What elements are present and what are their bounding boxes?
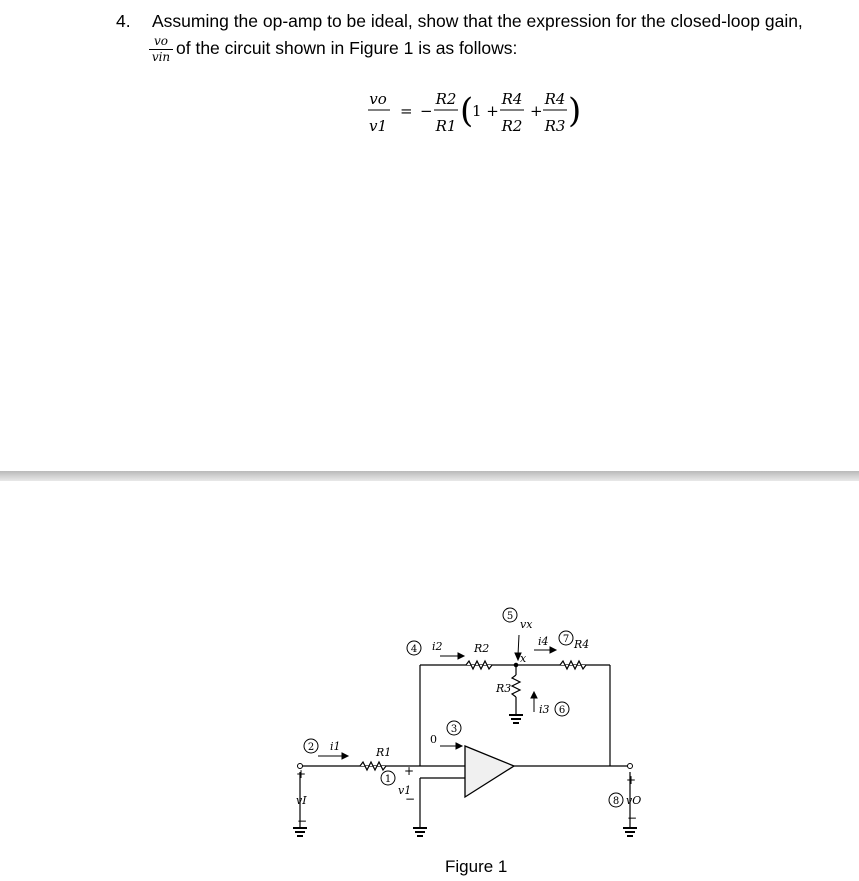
r2-resistor	[466, 661, 492, 669]
eq-lhs-denominator: v1	[368, 117, 388, 135]
node-4-label: 4	[410, 644, 418, 655]
question-line-2: of the circuit shown in Figure 1 is as follows:	[176, 38, 518, 58]
node-7-label: 7	[562, 634, 570, 645]
v1-minus-sign: −	[405, 792, 416, 806]
label-r2: R2	[474, 642, 490, 655]
i3-arrow	[531, 692, 537, 698]
eq-minus: −	[420, 102, 433, 120]
label-vx: vx	[520, 618, 533, 631]
label-vi: vI	[296, 794, 307, 807]
gain-equation	[360, 86, 620, 146]
source-plus-sign: +	[296, 767, 307, 781]
op-amp	[465, 746, 514, 797]
eq-r3-denominator: R3	[544, 117, 566, 135]
output-plus-sign: +	[626, 773, 637, 787]
question-number: 4.	[116, 11, 131, 31]
eq-r2b-denominator: R2	[501, 117, 523, 135]
label-i4: i4	[538, 635, 549, 648]
label-zero: 0	[430, 733, 437, 746]
eq-one-plus: 1 +	[472, 102, 499, 120]
eq-plus: +	[530, 102, 543, 120]
label-i3: i3	[539, 703, 550, 716]
eq-r4b-numerator: R4	[544, 90, 566, 108]
label-i1: i1	[330, 740, 341, 753]
eq-paren-open: (	[460, 91, 474, 131]
question-line-1: Assuming the op-amp to be ideal, show that the expression for the closed-loop gain,	[152, 11, 803, 31]
i1-arrow	[342, 753, 348, 759]
i3-input-arrow	[456, 743, 462, 749]
label-r3: R3	[496, 682, 512, 695]
r3-resistor	[512, 675, 520, 697]
node-x-dot	[514, 663, 518, 667]
label-vo: vO	[626, 794, 642, 807]
label-r4: R4	[574, 638, 590, 651]
circuit-figure	[290, 600, 670, 880]
figure-caption: Figure 1	[445, 857, 508, 876]
node-3-label: 3	[450, 724, 458, 735]
label-v1: v1	[398, 784, 412, 797]
r1-resistor	[360, 762, 386, 770]
eq-r4a-numerator: R4	[501, 90, 523, 108]
eq-equals: =	[400, 102, 413, 120]
output-minus-sign: −	[627, 811, 638, 825]
gain-numerator: vo	[153, 34, 168, 48]
eq-paren-close: )	[568, 91, 582, 131]
output-terminal	[628, 764, 633, 769]
node-2-label: 2	[307, 742, 315, 753]
eq-r2-numerator: R2	[435, 90, 457, 108]
i4-arrow	[550, 647, 556, 653]
gain-fraction	[149, 35, 173, 64]
source-minus-sign: −	[297, 814, 308, 828]
label-r1: R1	[376, 746, 392, 759]
eq-lhs-numerator: vo	[369, 90, 387, 108]
node-6-label: 6	[558, 705, 566, 716]
gain-denominator: vin	[151, 50, 171, 64]
label-i2: i2	[432, 640, 443, 653]
r4-resistor	[560, 661, 586, 669]
eq-r1-denominator: R1	[435, 117, 457, 135]
node-1-label: 1	[384, 774, 392, 785]
i2-arrow	[458, 653, 464, 659]
node-8-label: 8	[612, 796, 620, 807]
v1-plus-sign: +	[404, 764, 415, 778]
label-x: x	[520, 652, 527, 665]
page-divider	[0, 471, 859, 481]
node-5-label: 5	[506, 611, 514, 622]
